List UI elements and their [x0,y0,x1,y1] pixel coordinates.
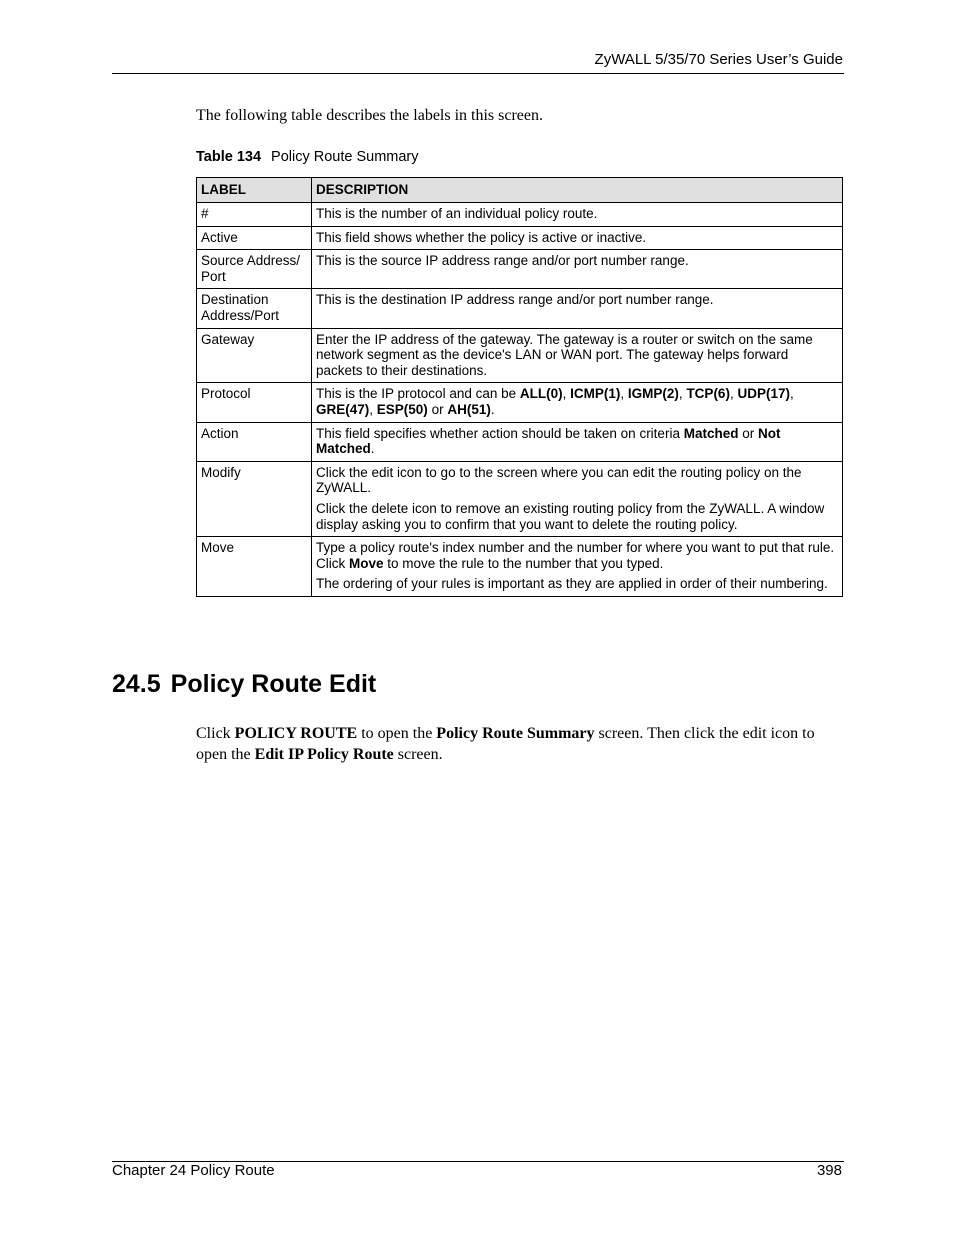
table-caption-title: Policy Route Summary [271,149,419,165]
table-caption [196,149,419,165]
bold-term: Policy Route Summary [436,725,595,742]
table-row [197,328,843,383]
description-paragraph [316,253,838,269]
row-label: Destination Address/Port [197,289,312,328]
row-label: Source Address/ Port [197,250,312,289]
bold-term: IGMP(2) [627,386,679,402]
description-paragraph [316,292,838,308]
column-header-label: LABEL [197,178,312,203]
table-row [197,383,843,422]
table-header-row [197,178,843,203]
text-run: , [678,386,687,402]
footer-page-number: 398 [816,1162,842,1179]
table-row [197,289,843,328]
text-run: or [738,425,758,441]
section-number: 24.5 [112,670,161,698]
text-run: Type a policy route's index number and the number for where you want to put that rule. Click [316,540,835,571]
bold-term: Move [349,555,384,571]
row-label: Action [197,422,312,461]
text-run: screen. [393,745,443,763]
bold-term: ICMP(1) [570,386,621,402]
intro-text: The following table describes the labels in this screen. [196,107,544,124]
row-description [312,203,843,227]
header-rule [112,73,844,74]
row-description [312,422,843,461]
text-run: Click [196,725,235,742]
running-header: ZyWALL 5/35/70 Series User’s Guide [594,51,843,68]
text-run: This field shows whether the policy is active or inactive. [316,229,647,245]
bold-term: ALL(0) [519,386,563,402]
description-paragraph [316,206,838,222]
description-paragraph [316,426,838,457]
bold-term: UDP(17) [737,386,790,402]
text-run: Click the edit icon to go to the screen where you can edit the routing policy on the ZyWALL. [316,464,802,496]
description-paragraph [316,386,838,417]
row-description [312,289,843,328]
text-run: This field specifies whether action should be taken on criteria [316,425,684,441]
text-run: , [620,386,628,402]
section-title: Policy Route Edit [170,670,377,698]
row-description [312,383,843,422]
table-row [197,461,843,536]
text-run: , [789,386,794,402]
bold-term: TCP(6) [686,386,730,402]
row-label: # [197,203,312,227]
text-run: This is the number of an individual policy route. [316,206,598,221]
row-description [312,250,843,289]
text-run: screen. Then click the edit icon to open the [196,725,815,763]
bold-term: Edit IP Policy Route [254,745,394,763]
row-label: Active [197,226,312,250]
row-description [312,328,843,383]
text-run: The ordering of your rules is important as they are applied in order of their numbering. [316,576,828,592]
row-description [312,461,843,536]
table-row [197,203,843,227]
bold-term: ESP(50) [376,401,428,417]
text-run: This is the destination IP address range and/or port number range. [316,292,714,308]
row-label: Move [197,537,312,597]
text-run: Click the delete icon to remove an existing routing policy from the ZyWALL. A window display asking you to confirm that you want to delete the routing policy. [316,500,825,532]
bold-term: AH(51) [447,401,491,417]
text-run: , [729,386,738,402]
section-body-paragraph [196,724,846,765]
text-run: , [369,401,377,417]
row-label: Protocol [197,383,312,422]
row-label: Modify [197,461,312,536]
column-header-description: DESCRIPTION [312,178,843,203]
table-row [197,250,843,289]
label-description-table [196,177,843,597]
text-run: This is the IP protocol and can be [316,386,520,402]
bold-term: POLICY ROUTE [234,725,358,742]
description-paragraph [316,230,838,246]
bold-term: GRE(47) [316,401,370,417]
footer-chapter: Chapter 24 Policy Route [112,1162,275,1179]
text-run: . [370,441,375,457]
row-label: Gateway [197,328,312,383]
text-run: to open the [357,725,437,742]
table-row [197,422,843,461]
table-row [197,537,843,597]
row-description [312,226,843,250]
bold-term: Not Matched [316,425,781,457]
table-row [197,226,843,250]
text-run: Enter the IP address of the gateway. The gateway is a router or switch on the same network segment as the device's LAN or WAN port. The gateway helps forward packets to their destinations. [316,331,813,378]
text-run: . [490,401,495,417]
bold-term: Matched [683,425,739,441]
row-description [312,537,843,597]
description-paragraph [316,332,838,379]
text-run: This is the source IP address range and/or port number range. [316,253,689,269]
section-heading [112,670,376,699]
description-paragraph [316,540,838,571]
table-caption-number: Table 134 [196,149,262,165]
text-run: or [427,401,448,417]
description-paragraph [316,501,838,532]
text-run: to move the rule to the number that you typed. [383,555,664,571]
table-body [197,203,843,597]
description-paragraph [316,465,838,496]
description-paragraph [316,576,838,592]
text-run: , [562,386,571,402]
